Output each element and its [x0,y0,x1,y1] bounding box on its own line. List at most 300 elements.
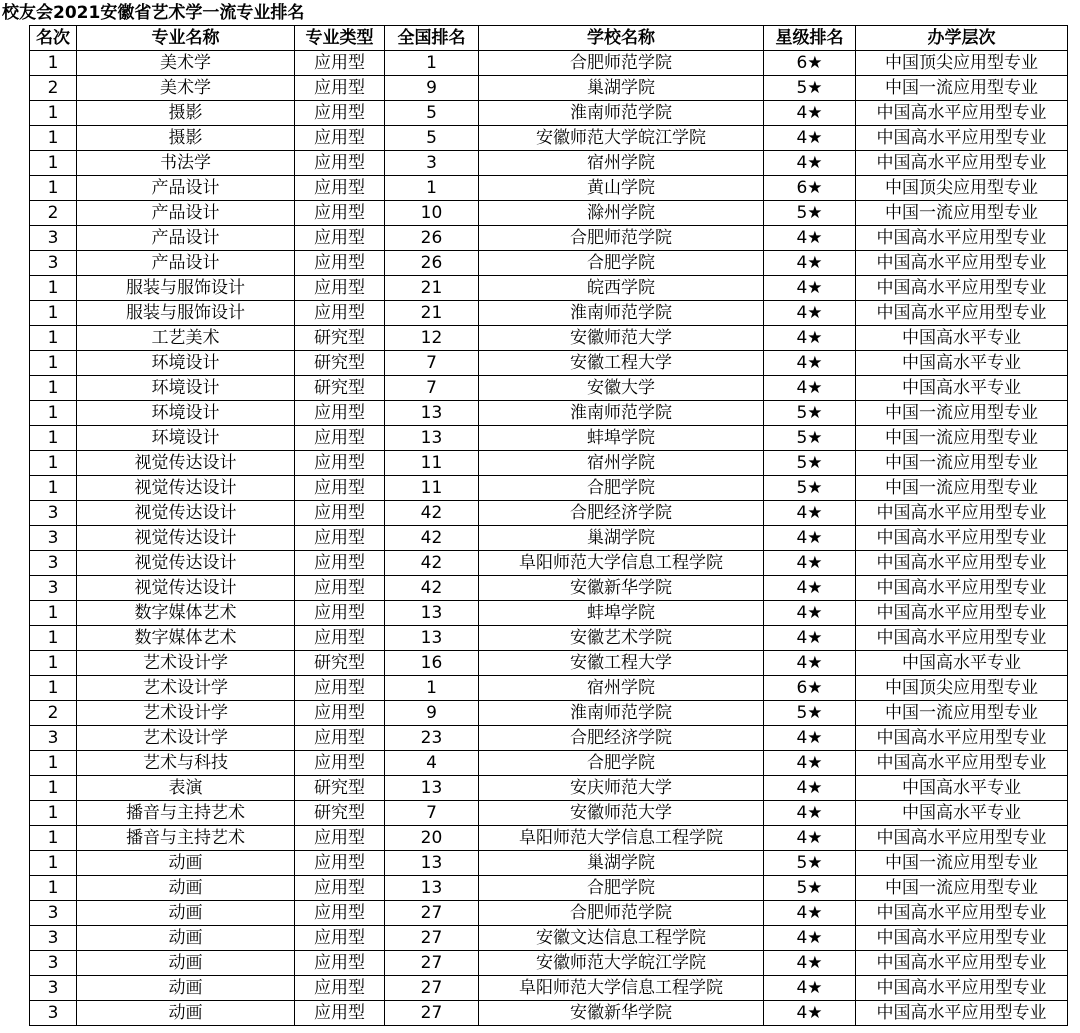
cell-major: 服装与服饰设计 [77,276,295,301]
cell-school: 宿州学院 [479,151,764,176]
cell-rank: 1 [30,851,77,876]
table-row [30,651,1068,676]
cell-major: 动画 [77,976,295,1001]
cell-school: 安徽师范大学皖江学院 [479,951,764,976]
cell-star-rating: 6★ [764,676,856,701]
cell-school: 合肥经济学院 [479,501,764,526]
cell-rank: 1 [30,751,77,776]
cell-major-type: 应用型 [295,226,385,251]
cell-major-type: 应用型 [295,476,385,501]
cell-school: 合肥学院 [479,751,764,776]
table-row [30,726,1068,751]
table-row [30,426,1068,451]
cell-rank: 1 [30,651,77,676]
cell-level: 中国高水平专业 [856,776,1068,801]
cell-level: 中国高水平应用型专业 [856,501,1068,526]
header-level: 办学层次 [856,26,1068,51]
cell-major: 视觉传达设计 [77,576,295,601]
cell-school: 安庆师范大学 [479,776,764,801]
cell-star-rating: 4★ [764,151,856,176]
cell-school: 合肥学院 [479,476,764,501]
header-school: 学校名称 [479,26,764,51]
cell-rank: 3 [30,226,77,251]
cell-star-rating: 4★ [764,951,856,976]
cell-major-type: 应用型 [295,151,385,176]
cell-national-rank: 1 [385,176,479,201]
cell-school: 安徽师范大学 [479,801,764,826]
cell-major: 环境设计 [77,401,295,426]
header-national-rank: 全国排名 [385,26,479,51]
cell-major-type: 应用型 [295,51,385,76]
cell-national-rank: 13 [385,776,479,801]
cell-school: 合肥师范学院 [479,226,764,251]
cell-rank: 1 [30,626,77,651]
cell-national-rank: 42 [385,501,479,526]
cell-national-rank: 13 [385,601,479,626]
cell-national-rank: 4 [385,751,479,776]
cell-national-rank: 13 [385,401,479,426]
table-row [30,751,1068,776]
table-row [30,176,1068,201]
cell-major: 视觉传达设计 [77,526,295,551]
cell-school: 巢湖学院 [479,851,764,876]
cell-school: 安徽大学 [479,376,764,401]
cell-school: 宿州学院 [479,451,764,476]
cell-level: 中国一流应用型专业 [856,201,1068,226]
cell-national-rank: 21 [385,276,479,301]
cell-star-rating: 4★ [764,1001,856,1026]
cell-rank: 2 [30,201,77,226]
cell-major-type: 应用型 [295,601,385,626]
cell-level: 中国高水平应用型专业 [856,601,1068,626]
cell-major: 视觉传达设计 [77,501,295,526]
cell-school: 安徽新华学院 [479,1001,764,1026]
cell-level: 中国一流应用型专业 [856,876,1068,901]
cell-major: 美术学 [77,76,295,101]
table-row [30,826,1068,851]
cell-rank: 3 [30,951,77,976]
cell-school: 合肥师范学院 [479,901,764,926]
table-row [30,451,1068,476]
cell-level: 中国一流应用型专业 [856,701,1068,726]
table-row [30,101,1068,126]
cell-major-type: 应用型 [295,851,385,876]
cell-major: 动画 [77,1001,295,1026]
cell-major: 播音与主持艺术 [77,801,295,826]
cell-major: 环境设计 [77,376,295,401]
cell-major: 美术学 [77,51,295,76]
cell-national-rank: 27 [385,926,479,951]
cell-star-rating: 6★ [764,176,856,201]
cell-level: 中国高水平专业 [856,326,1068,351]
cell-level: 中国一流应用型专业 [856,476,1068,501]
cell-level: 中国一流应用型专业 [856,851,1068,876]
cell-level: 中国高水平应用型专业 [856,826,1068,851]
cell-national-rank: 16 [385,651,479,676]
cell-major-type: 研究型 [295,776,385,801]
cell-rank: 1 [30,426,77,451]
cell-rank: 3 [30,926,77,951]
cell-major-type: 应用型 [295,676,385,701]
cell-rank: 1 [30,326,77,351]
cell-star-rating: 4★ [764,601,856,626]
cell-rank: 3 [30,576,77,601]
cell-major-type: 应用型 [295,626,385,651]
cell-level: 中国高水平应用型专业 [856,751,1068,776]
cell-star-rating: 4★ [764,526,856,551]
table-row [30,351,1068,376]
cell-major-type: 应用型 [295,926,385,951]
cell-star-rating: 5★ [764,876,856,901]
cell-rank: 3 [30,526,77,551]
cell-school: 淮南师范学院 [479,401,764,426]
cell-star-rating: 5★ [764,76,856,101]
cell-major-type: 研究型 [295,351,385,376]
cell-level: 中国高水平专业 [856,351,1068,376]
cell-major: 工艺美术 [77,326,295,351]
table-row [30,251,1068,276]
cell-star-rating: 4★ [764,101,856,126]
table-row [30,201,1068,226]
table-row [30,276,1068,301]
cell-major: 产品设计 [77,226,295,251]
cell-national-rank: 26 [385,251,479,276]
cell-level: 中国一流应用型专业 [856,401,1068,426]
cell-star-rating: 5★ [764,201,856,226]
cell-level: 中国一流应用型专业 [856,76,1068,101]
cell-national-rank: 1 [385,51,479,76]
cell-level: 中国高水平应用型专业 [856,901,1068,926]
cell-level: 中国高水平应用型专业 [856,126,1068,151]
header-star-rating: 星级排名 [764,26,856,51]
cell-major-type: 应用型 [295,126,385,151]
cell-major: 艺术设计学 [77,701,295,726]
cell-national-rank: 1 [385,676,479,701]
cell-level: 中国高水平应用型专业 [856,951,1068,976]
cell-national-rank: 9 [385,701,479,726]
cell-rank: 1 [30,876,77,901]
cell-star-rating: 4★ [764,226,856,251]
cell-major: 数字媒体艺术 [77,626,295,651]
cell-school: 合肥学院 [479,251,764,276]
cell-level: 中国高水平应用型专业 [856,101,1068,126]
cell-national-rank: 11 [385,476,479,501]
table-row [30,876,1068,901]
cell-star-rating: 4★ [764,901,856,926]
cell-major: 动画 [77,876,295,901]
cell-school: 阜阳师范大学信息工程学院 [479,976,764,1001]
cell-school: 安徽工程大学 [479,351,764,376]
cell-school: 淮南师范学院 [479,101,764,126]
cell-star-rating: 4★ [764,801,856,826]
cell-rank: 1 [30,151,77,176]
table-row [30,151,1068,176]
cell-national-rank: 13 [385,626,479,651]
cell-major: 产品设计 [77,201,295,226]
cell-major: 摄影 [77,126,295,151]
cell-star-rating: 5★ [764,426,856,451]
cell-level: 中国高水平应用型专业 [856,526,1068,551]
cell-rank: 3 [30,1001,77,1026]
cell-star-rating: 4★ [764,376,856,401]
cell-level: 中国顶尖应用型专业 [856,51,1068,76]
cell-rank: 1 [30,776,77,801]
cell-major-type: 研究型 [295,651,385,676]
cell-major-type: 应用型 [295,826,385,851]
cell-star-rating: 5★ [764,476,856,501]
cell-star-rating: 4★ [764,501,856,526]
cell-school: 淮南师范学院 [479,701,764,726]
cell-major: 视觉传达设计 [77,551,295,576]
cell-rank: 1 [30,101,77,126]
ranking-table [29,25,1068,1026]
cell-star-rating: 4★ [764,326,856,351]
cell-major: 环境设计 [77,351,295,376]
cell-star-rating: 4★ [764,776,856,801]
cell-major-type: 应用型 [295,401,385,426]
cell-rank: 1 [30,826,77,851]
cell-national-rank: 13 [385,876,479,901]
cell-rank: 1 [30,601,77,626]
table-row [30,676,1068,701]
cell-level: 中国高水平应用型专业 [856,226,1068,251]
cell-rank: 3 [30,501,77,526]
cell-major-type: 研究型 [295,326,385,351]
cell-star-rating: 4★ [764,726,856,751]
cell-major: 服装与服饰设计 [77,301,295,326]
cell-level: 中国顶尖应用型专业 [856,176,1068,201]
cell-level: 中国高水平应用型专业 [856,151,1068,176]
cell-school: 阜阳师范大学信息工程学院 [479,826,764,851]
cell-rank: 1 [30,301,77,326]
table-row [30,51,1068,76]
table-row [30,501,1068,526]
cell-level: 中国一流应用型专业 [856,426,1068,451]
cell-school: 宿州学院 [479,676,764,701]
cell-level: 中国高水平应用型专业 [856,551,1068,576]
table-row [30,926,1068,951]
cell-national-rank: 13 [385,851,479,876]
cell-national-rank: 27 [385,976,479,1001]
cell-major-type: 应用型 [295,576,385,601]
cell-major-type: 应用型 [295,551,385,576]
cell-national-rank: 26 [385,226,479,251]
cell-rank: 1 [30,676,77,701]
cell-star-rating: 5★ [764,851,856,876]
cell-national-rank: 21 [385,301,479,326]
cell-school: 合肥经济学院 [479,726,764,751]
cell-national-rank: 42 [385,551,479,576]
cell-star-rating: 4★ [764,126,856,151]
cell-national-rank: 7 [385,801,479,826]
cell-national-rank: 7 [385,376,479,401]
cell-major-type: 研究型 [295,376,385,401]
table-row [30,776,1068,801]
cell-star-rating: 4★ [764,576,856,601]
cell-level: 中国高水平专业 [856,801,1068,826]
table-row [30,76,1068,101]
cell-school: 蚌埠学院 [479,426,764,451]
cell-major: 动画 [77,851,295,876]
cell-school: 滁州学院 [479,201,764,226]
cell-rank: 3 [30,551,77,576]
table-row [30,526,1068,551]
cell-major: 动画 [77,951,295,976]
table-row [30,601,1068,626]
cell-star-rating: 4★ [764,976,856,1001]
cell-school: 安徽文达信息工程学院 [479,926,764,951]
cell-rank: 1 [30,351,77,376]
table-row [30,301,1068,326]
table-row [30,576,1068,601]
cell-level: 中国顶尖应用型专业 [856,676,1068,701]
table-row [30,401,1068,426]
cell-national-rank: 12 [385,326,479,351]
cell-star-rating: 4★ [764,251,856,276]
cell-star-rating: 4★ [764,351,856,376]
cell-star-rating: 4★ [764,301,856,326]
cell-national-rank: 7 [385,351,479,376]
cell-major-type: 应用型 [295,276,385,301]
cell-major-type: 应用型 [295,751,385,776]
header-major-type: 专业类型 [295,26,385,51]
cell-national-rank: 20 [385,826,479,851]
header-rank: 名次 [30,26,77,51]
cell-star-rating: 4★ [764,651,856,676]
cell-major-type: 研究型 [295,801,385,826]
cell-major-type: 应用型 [295,1001,385,1026]
cell-rank: 2 [30,701,77,726]
cell-major-type: 应用型 [295,701,385,726]
cell-rank: 3 [30,726,77,751]
cell-level: 中国一流应用型专业 [856,451,1068,476]
cell-major: 艺术设计学 [77,651,295,676]
cell-school: 巢湖学院 [479,76,764,101]
cell-school: 合肥学院 [479,876,764,901]
cell-school: 蚌埠学院 [479,601,764,626]
cell-major-type: 应用型 [295,101,385,126]
cell-level: 中国高水平应用型专业 [856,301,1068,326]
cell-level: 中国高水平应用型专业 [856,726,1068,751]
page-title: 校友会2021安徽省艺术学一流专业排名 [2,3,305,23]
cell-national-rank: 11 [385,451,479,476]
cell-star-rating: 4★ [764,626,856,651]
cell-school: 皖西学院 [479,276,764,301]
cell-school: 阜阳师范大学信息工程学院 [479,551,764,576]
table-row [30,976,1068,1001]
table-row [30,126,1068,151]
cell-rank: 1 [30,276,77,301]
cell-major-type: 应用型 [295,876,385,901]
cell-major: 产品设计 [77,176,295,201]
cell-national-rank: 5 [385,101,479,126]
cell-national-rank: 3 [385,151,479,176]
table-row [30,326,1068,351]
cell-rank: 1 [30,51,77,76]
table-header-row [30,26,1068,51]
cell-rank: 1 [30,401,77,426]
cell-major-type: 应用型 [295,976,385,1001]
cell-rank: 1 [30,376,77,401]
cell-rank: 1 [30,176,77,201]
cell-major-type: 应用型 [295,451,385,476]
cell-school: 安徽师范大学皖江学院 [479,126,764,151]
cell-major: 动画 [77,926,295,951]
cell-star-rating: 5★ [764,401,856,426]
cell-major: 视觉传达设计 [77,476,295,501]
cell-major: 表演 [77,776,295,801]
cell-rank: 3 [30,901,77,926]
cell-rank: 1 [30,451,77,476]
cell-major: 动画 [77,901,295,926]
table-row [30,626,1068,651]
cell-star-rating: 4★ [764,276,856,301]
cell-major-type: 应用型 [295,76,385,101]
cell-school: 安徽新华学院 [479,576,764,601]
table-row [30,701,1068,726]
cell-major: 摄影 [77,101,295,126]
table-row [30,476,1068,501]
cell-major: 环境设计 [77,426,295,451]
cell-major-type: 应用型 [295,726,385,751]
cell-school: 合肥师范学院 [479,51,764,76]
header-major: 专业名称 [77,26,295,51]
cell-level: 中国高水平应用型专业 [856,1001,1068,1026]
cell-major-type: 应用型 [295,201,385,226]
cell-major: 播音与主持艺术 [77,826,295,851]
cell-star-rating: 4★ [764,926,856,951]
cell-major-type: 应用型 [295,901,385,926]
cell-major-type: 应用型 [295,176,385,201]
cell-star-rating: 4★ [764,751,856,776]
cell-major: 艺术与科技 [77,751,295,776]
cell-national-rank: 5 [385,126,479,151]
cell-major-type: 应用型 [295,426,385,451]
cell-national-rank: 42 [385,526,479,551]
cell-level: 中国高水平应用型专业 [856,976,1068,1001]
cell-national-rank: 42 [385,576,479,601]
cell-school: 安徽师范大学 [479,326,764,351]
cell-rank: 1 [30,801,77,826]
cell-major-type: 应用型 [295,251,385,276]
table-row [30,1001,1068,1026]
cell-star-rating: 5★ [764,451,856,476]
cell-school: 安徽工程大学 [479,651,764,676]
cell-rank: 2 [30,76,77,101]
table-row [30,951,1068,976]
table-row [30,376,1068,401]
cell-school: 巢湖学院 [479,526,764,551]
cell-national-rank: 23 [385,726,479,751]
table-row [30,901,1068,926]
table-row [30,801,1068,826]
cell-school: 黄山学院 [479,176,764,201]
cell-rank: 1 [30,126,77,151]
cell-major: 产品设计 [77,251,295,276]
cell-national-rank: 10 [385,201,479,226]
cell-school: 淮南师范学院 [479,301,764,326]
cell-national-rank: 13 [385,426,479,451]
cell-major: 书法学 [77,151,295,176]
cell-major: 艺术设计学 [77,676,295,701]
cell-national-rank: 9 [385,76,479,101]
cell-level: 中国高水平应用型专业 [856,926,1068,951]
table-row [30,226,1068,251]
cell-level: 中国高水平应用型专业 [856,251,1068,276]
cell-national-rank: 27 [385,1001,479,1026]
cell-national-rank: 27 [385,901,479,926]
cell-major: 数字媒体艺术 [77,601,295,626]
